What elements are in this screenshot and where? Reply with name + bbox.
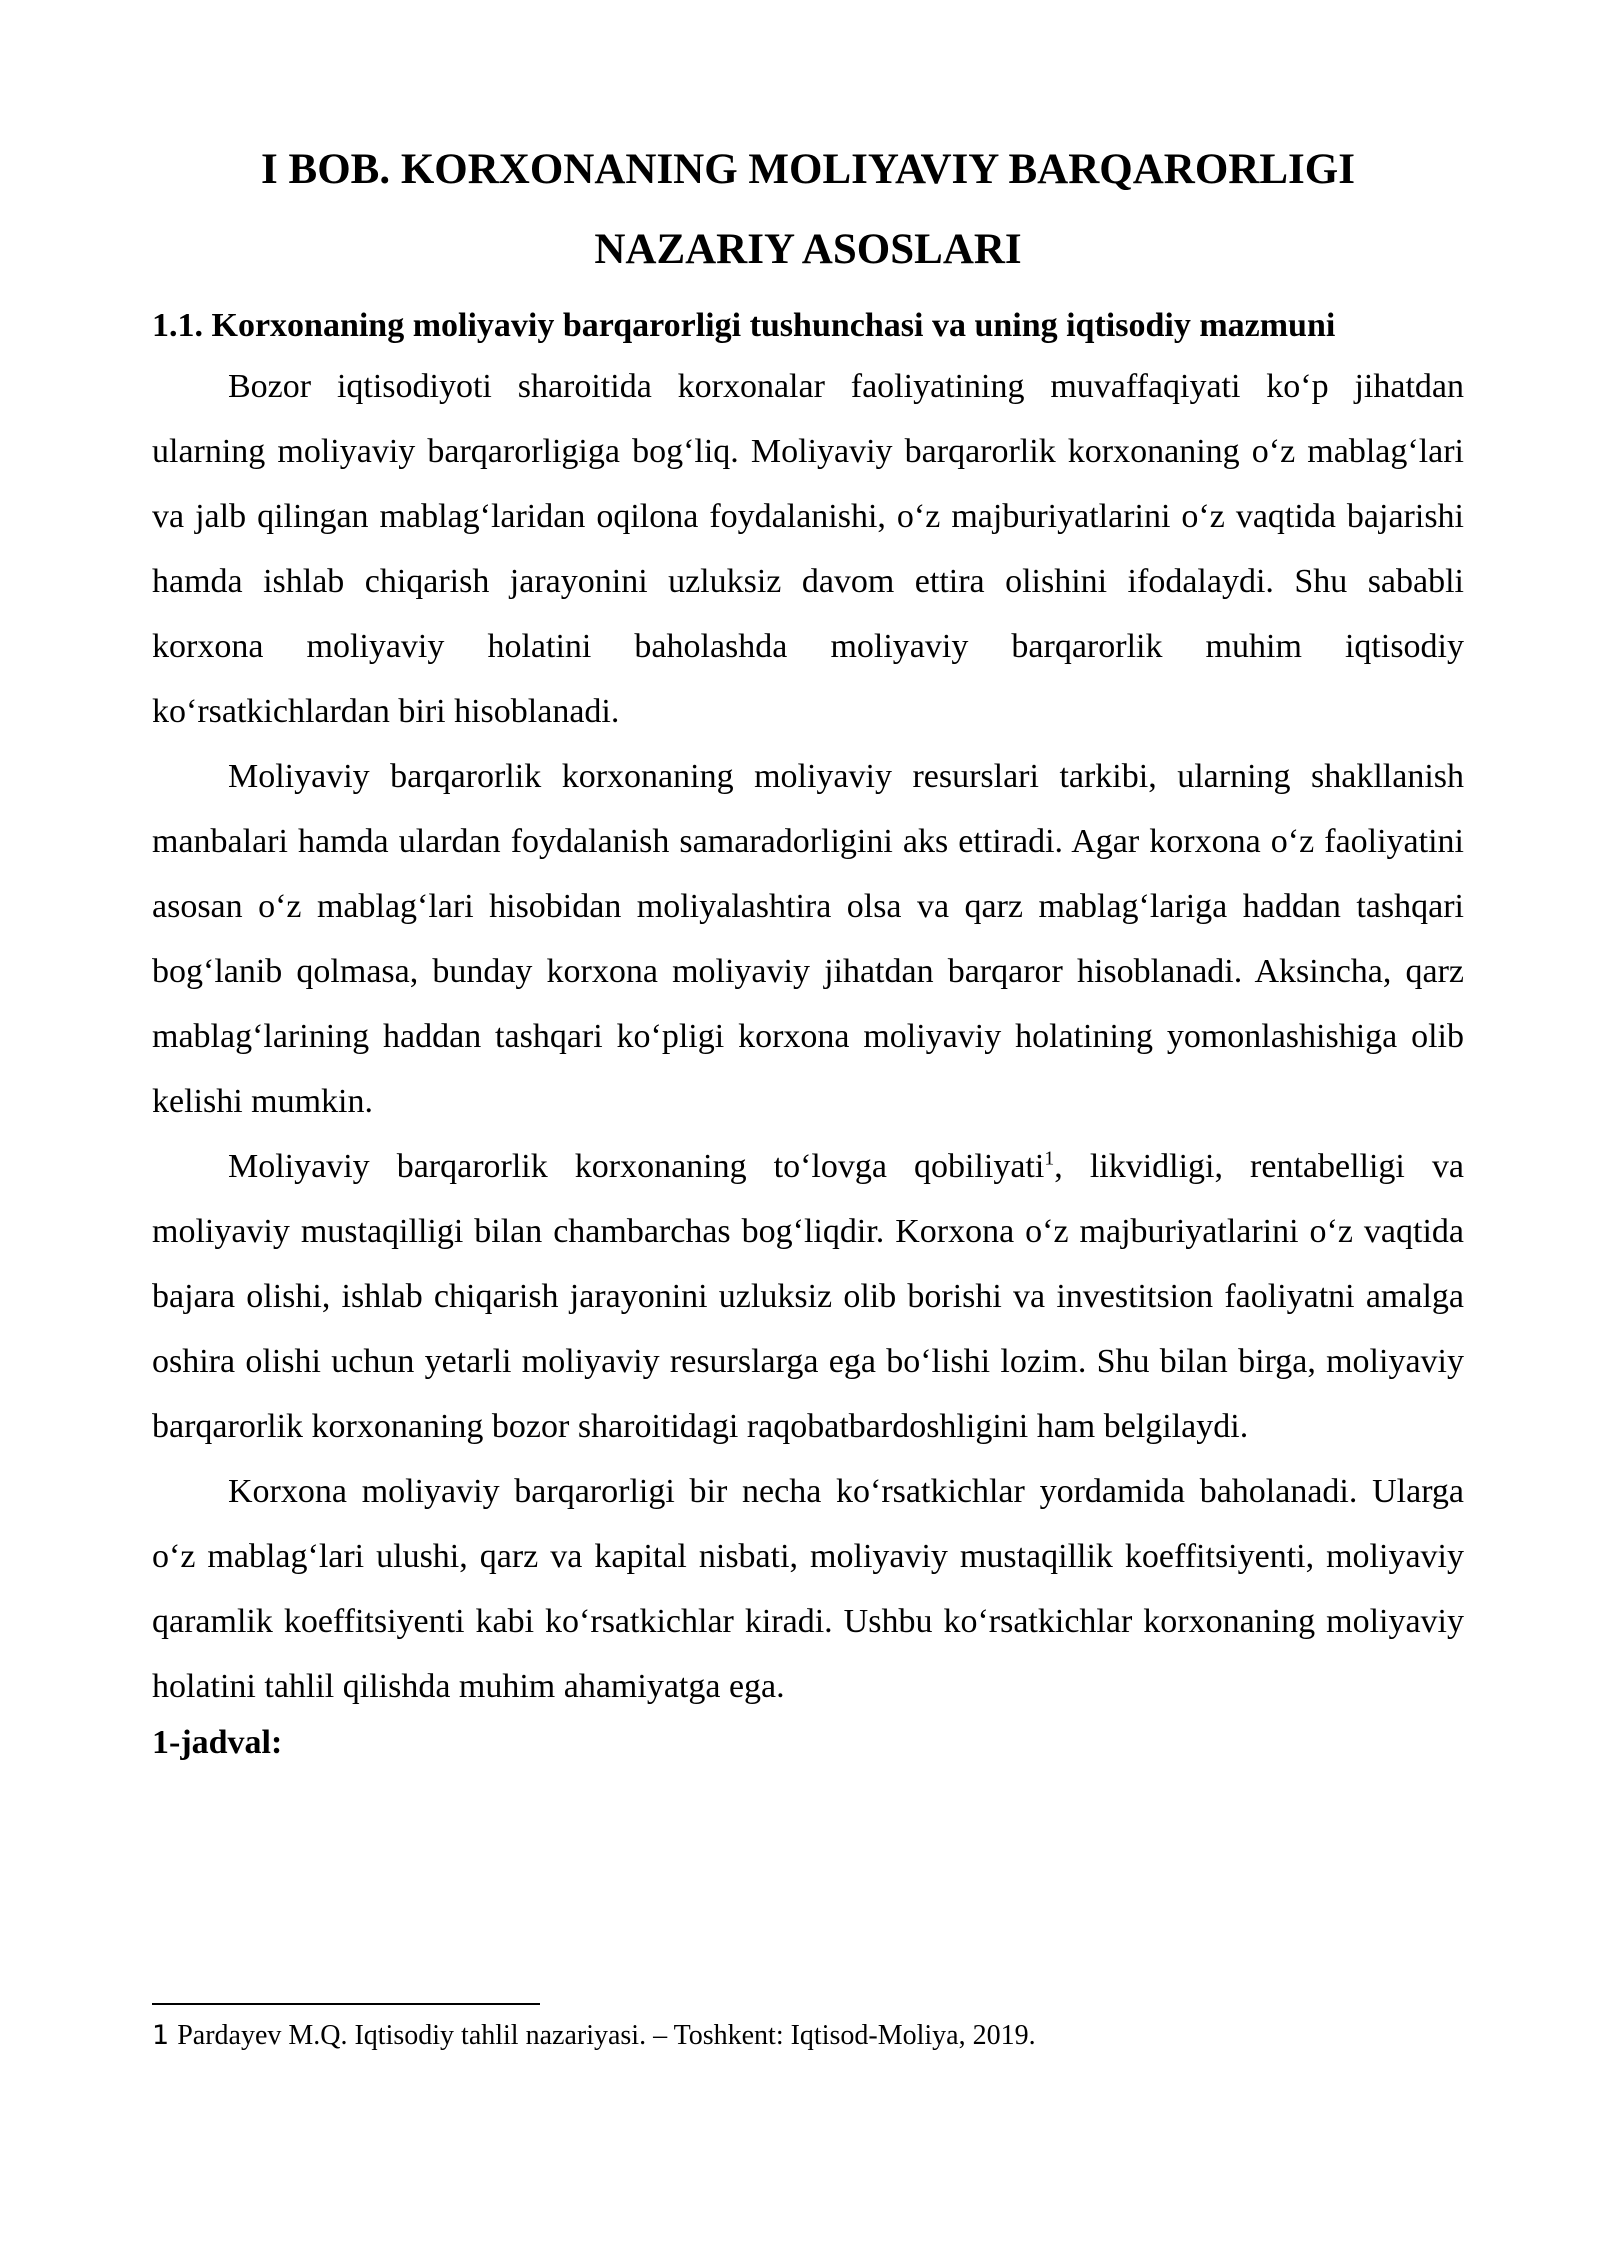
paragraph-3-text-end: , likvidligi, rentabelligi va moliyaviy mustaqilligi bilan chambarchas bogʻliqdir. Korxona oʻz majburiyatlarini oʻz vaqtida bajara olishi, ishlab chiqarish jarayonini uzluksiz olib borishi va investitsion faoliyatni amalga oshira olishi uchun yetarli moliyaviy resurslarga ega boʻlishi lozim. Shu bilan birga, moliyaviy barqarorlik korxonaning bozor sharoitidagi raqobatbardoshligini ham belgilaydi.: [152, 1148, 1464, 1445]
section-title: 1.1. Korxonaning moliyaviy barqarorligi tushunchasi va uning iqtisodiy mazmuni: [152, 307, 1336, 344]
table-label: 1-jadval:: [152, 1724, 283, 1761]
footnote-reference[interactable]: 1: [1044, 1147, 1055, 1170]
footnote-text: Pardayev M.Q. Iqtisodiy tahlil nazariyasi. – Toshkent: Iqtisod-Moliya, 2019.: [177, 2020, 1036, 2051]
footnote-number: 1: [152, 2020, 170, 2051]
footnote-separator: [152, 2003, 540, 2005]
paragraph-2: Moliyaviy barqarorlik korxonaning moliyaviy resurslari tarkibi, ularning shakllanish manbalari hamda ulardan foydalanish samaradorligini aks ettiradi. Agar korxona oʻz faoliyatini asosan oʻz mablagʻlari hisobidan moliyalashtira olsa va qarz mablagʻlariga haddan tashqari bogʻlanib qolmasa, bunday korxona moliyaviy jihatdan barqaror hisoblanadi. Aksincha, qarz mablagʻlarining haddan tashqari koʻpligi korxona moliyaviy holatining yomonlashishiga olib kelishi mumkin.: [152, 758, 1464, 1120]
paragraph-3: [152, 1134, 1464, 1459]
footnote: [152, 2018, 1464, 2054]
chapter-title: [152, 130, 1464, 290]
paragraph-3-text-start: Moliyaviy barqarorlik korxonaning toʻlovga qobiliyati: [228, 1148, 1045, 1185]
chapter-title-line-1: I BOB. KORXONANING MOLIYAVIY BARQARORLIGI: [261, 146, 1355, 193]
paragraph-4: Korxona moliyaviy barqarorligi bir necha koʻrsatkichlar yordamida baholanadi. Ularga oʻz mablagʻlari ulushi, qarz va kapital nisbati, moliyaviy mustaqillik koeffitsiyenti, moliyaviy qaramlik koeffitsiyenti kabi koʻrsatkichlar kiradi. Ushbu koʻrsatkichlar korxonaning moliyaviy holatini tahlil qilishda muhim ahamiyatga ega.: [152, 1473, 1464, 1705]
chapter-title-line-2: NAZARIY ASOSLARI: [594, 226, 1022, 273]
document-page: [152, 130, 1464, 1767]
paragraph-1: Bozor iqtisodiyoti sharoitida korxonalar faoliyatining muvaffaqiyati koʻp jihatdan ularning moliyaviy barqarorligiga bogʻliq. Moliyaviy barqarorlik korxonaning oʻz mablagʻlari va jalb qilingan mablagʻlaridan oqilona foydalanishi, oʻz majburiyatlarini oʻz vaqtida bajarishi hamda ishlab chiqarish jarayonini uzluksiz davom ettira olishini ifodalaydi. Shu sababli korxona moliyaviy holatini baholashda moliyaviy barqarorlik muhim iqtisodiy koʻrsatkichlardan biri hisoblanadi.: [152, 368, 1464, 730]
